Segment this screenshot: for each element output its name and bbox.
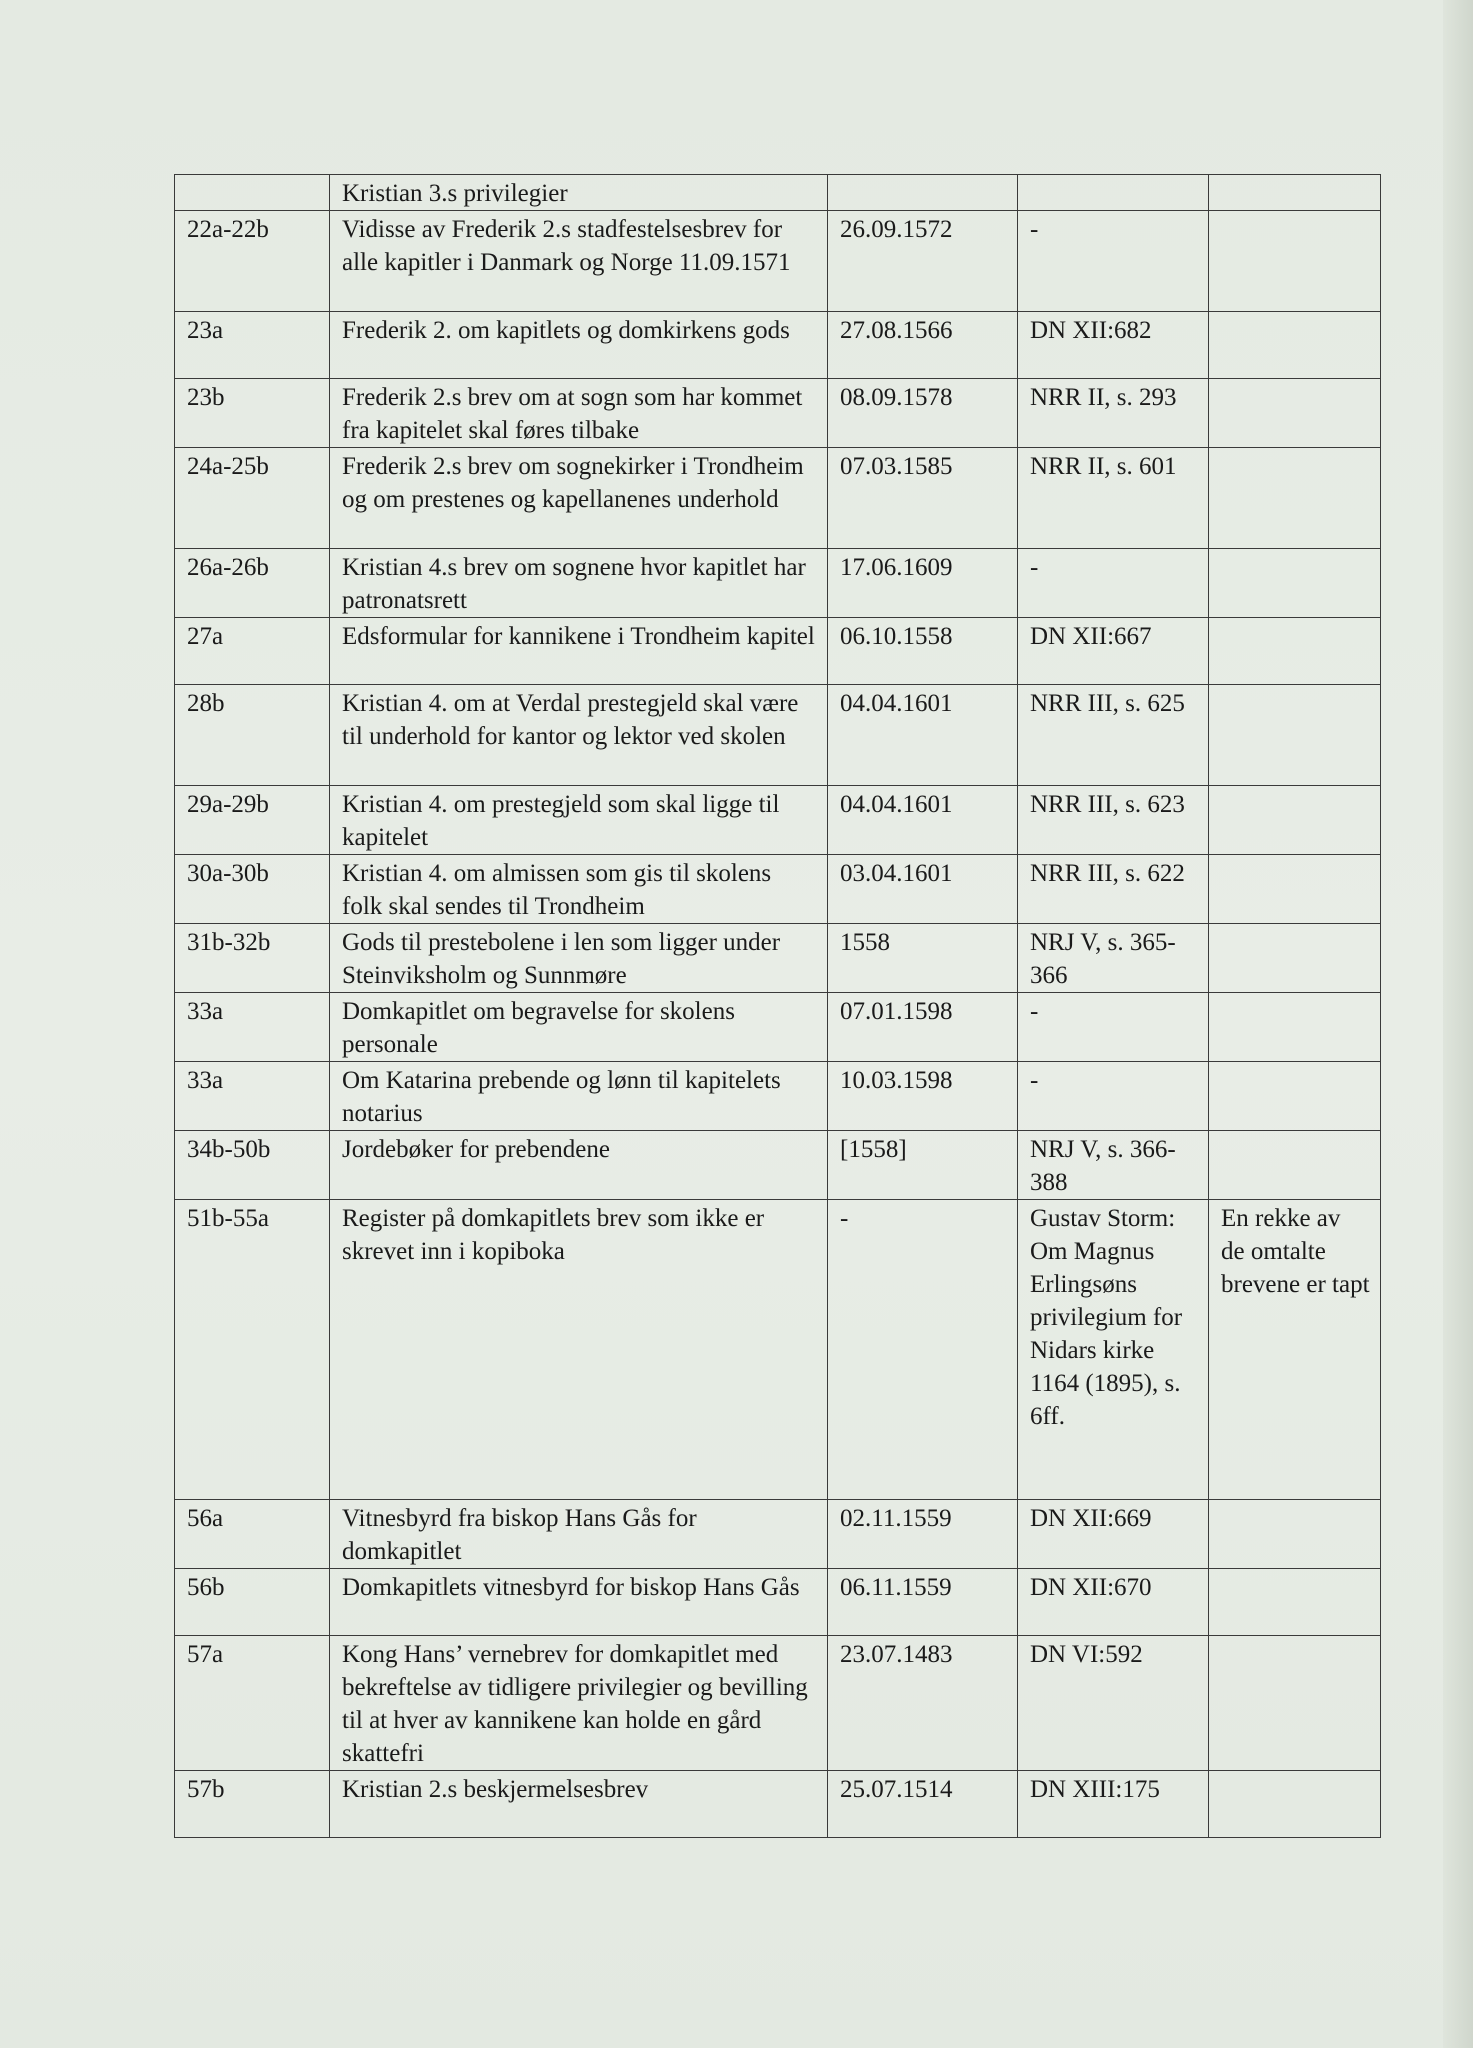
cell-text: Kong Hans’ vernebrev for domkapitlet med bekreftelse av tidligere privilegier og bevilling til at hver av kannikene kan holde en gård skattefri xyxy=(330,1636,828,1771)
cell-note xyxy=(1209,1569,1381,1636)
table-row xyxy=(175,993,1381,1062)
table-row xyxy=(175,618,1381,685)
cell-reference: DN XIII:175 xyxy=(1018,1771,1209,1838)
cell-date: 07.01.1598 xyxy=(828,993,1018,1062)
cell-reference: DN VI:592 xyxy=(1018,1636,1209,1771)
cell-note xyxy=(1209,618,1381,685)
cell-reference: - xyxy=(1018,211,1209,312)
cell-date: 07.03.1585 xyxy=(828,448,1018,549)
cell-text: Frederik 2. om kapitlets og domkirkens gods xyxy=(330,312,828,379)
cell-date xyxy=(828,175,1018,211)
cell-reference: NRR II, s. 293 xyxy=(1018,379,1209,448)
cell-date: 04.04.1601 xyxy=(828,786,1018,855)
cell-reference: NRJ V, s. 366-388 xyxy=(1018,1131,1209,1200)
cell-folio: 27a xyxy=(175,618,330,685)
cell-folio: 29a-29b xyxy=(175,786,330,855)
cell-note xyxy=(1209,1636,1381,1771)
cell-date: 06.10.1558 xyxy=(828,618,1018,685)
cell-folio: 23a xyxy=(175,312,330,379)
cell-folio: 34b-50b xyxy=(175,1131,330,1200)
cell-note xyxy=(1209,786,1381,855)
cell-text: Kristian 2.s beskjermelsesbrev xyxy=(330,1771,828,1838)
cell-note xyxy=(1209,1771,1381,1838)
cell-note xyxy=(1209,448,1381,549)
cell-date: 10.03.1598 xyxy=(828,1062,1018,1131)
cell-note: En rekke av de omtalte brevene er tapt xyxy=(1209,1200,1381,1500)
cell-folio xyxy=(175,175,330,211)
cell-reference: DN XII:682 xyxy=(1018,312,1209,379)
cell-text: Vitnesbyrd fra biskop Hans Gås for domkapitlet xyxy=(330,1500,828,1569)
cell-folio: 31b-32b xyxy=(175,924,330,993)
cell-folio: 57a xyxy=(175,1636,330,1771)
table-row xyxy=(175,312,1381,379)
cell-folio: 56b xyxy=(175,1569,330,1636)
cell-note xyxy=(1209,924,1381,993)
table-row xyxy=(175,855,1381,924)
cell-note xyxy=(1209,379,1381,448)
cell-reference: Gustav Storm: Om Magnus Erlingsøns privilegium for Nidars kirke 1164 (1895), s. 6ff. xyxy=(1018,1200,1209,1500)
cell-reference: NRR III, s. 623 xyxy=(1018,786,1209,855)
cell-folio: 28b xyxy=(175,685,330,786)
table-row xyxy=(175,1062,1381,1131)
cell-folio: 24a-25b xyxy=(175,448,330,549)
cell-reference: NRR II, s. 601 xyxy=(1018,448,1209,549)
table-row xyxy=(175,685,1381,786)
cell-note xyxy=(1209,1500,1381,1569)
table-row xyxy=(175,379,1381,448)
cell-folio: 57b xyxy=(175,1771,330,1838)
cell-date: [1558] xyxy=(828,1131,1018,1200)
cell-note xyxy=(1209,549,1381,618)
cell-folio: 33a xyxy=(175,1062,330,1131)
cell-text: Kristian 4.s brev om sognene hvor kapitlet har patronatsrett xyxy=(330,549,828,618)
cell-reference: NRR III, s. 625 xyxy=(1018,685,1209,786)
cell-date: 1558 xyxy=(828,924,1018,993)
cell-date: 26.09.1572 xyxy=(828,211,1018,312)
table-row xyxy=(175,1200,1381,1500)
cell-note xyxy=(1209,312,1381,379)
cell-reference xyxy=(1018,175,1209,211)
cell-date: 25.07.1514 xyxy=(828,1771,1018,1838)
cell-text: Domkapitlets vitnesbyrd for biskop Hans Gås xyxy=(330,1569,828,1636)
cell-text: Gods til prestebolene i len som ligger under Steinviksholm og Sunnmøre xyxy=(330,924,828,993)
cell-text: Frederik 2.s brev om sognekirker i Trondheim og om prestenes og kapellanenes underhold xyxy=(330,448,828,549)
table-header-row xyxy=(175,175,1381,211)
cell-text: Jordebøker for prebendene xyxy=(330,1131,828,1200)
cell-folio: 23b xyxy=(175,379,330,448)
table-row xyxy=(175,924,1381,993)
cell-folio: 30a-30b xyxy=(175,855,330,924)
cell-reference: - xyxy=(1018,993,1209,1062)
cell-text: Frederik 2.s brev om at sogn som har kommet fra kapitelet skal føres tilbake xyxy=(330,379,828,448)
table-row xyxy=(175,1771,1381,1838)
cell-folio: 22a-22b xyxy=(175,211,330,312)
table-row xyxy=(175,1636,1381,1771)
table-row xyxy=(175,549,1381,618)
table-row xyxy=(175,211,1381,312)
cell-date: 08.09.1578 xyxy=(828,379,1018,448)
page-edge xyxy=(1443,0,1473,2048)
table-row xyxy=(175,1569,1381,1636)
cell-note xyxy=(1209,1062,1381,1131)
cell-date: 03.04.1601 xyxy=(828,855,1018,924)
cell-note xyxy=(1209,685,1381,786)
cell-text: Kristian 4. om prestegjeld som skal ligge til kapitelet xyxy=(330,786,828,855)
cell-reference: DN XII:667 xyxy=(1018,618,1209,685)
cell-text: Register på domkapitlets brev som ikke er skrevet inn i kopiboka xyxy=(330,1200,828,1500)
cell-note xyxy=(1209,211,1381,312)
cell-date: 27.08.1566 xyxy=(828,312,1018,379)
cell-folio: 51b-55a xyxy=(175,1200,330,1500)
cell-reference: DN XII:669 xyxy=(1018,1500,1209,1569)
cell-note xyxy=(1209,855,1381,924)
cell-text: Kristian 4. om at Verdal prestegjeld skal være til underhold for kantor og lektor ved skolen xyxy=(330,685,828,786)
records-table xyxy=(174,174,1381,1838)
cell-text: Om Katarina prebende og lønn til kapitelets notarius xyxy=(330,1062,828,1131)
cell-date: 17.06.1609 xyxy=(828,549,1018,618)
cell-date: 23.07.1483 xyxy=(828,1636,1018,1771)
cell-reference: - xyxy=(1018,549,1209,618)
cell-text: Kristian 3.s privilegier xyxy=(330,175,828,211)
cell-note xyxy=(1209,175,1381,211)
cell-date: - xyxy=(828,1200,1018,1500)
table-row xyxy=(175,448,1381,549)
cell-text: Domkapitlet om begravelse for skolens personale xyxy=(330,993,828,1062)
table-row xyxy=(175,786,1381,855)
table-row xyxy=(175,1131,1381,1200)
cell-reference: NRR III, s. 622 xyxy=(1018,855,1209,924)
cell-folio: 56a xyxy=(175,1500,330,1569)
cell-reference: - xyxy=(1018,1062,1209,1131)
cell-text: Vidisse av Frederik 2.s stadfestelsesbrev for alle kapitler i Danmark og Norge 11.09.1571 xyxy=(330,211,828,312)
cell-text: Kristian 4. om almissen som gis til skolens folk skal sendes til Trondheim xyxy=(330,855,828,924)
cell-folio: 26a-26b xyxy=(175,549,330,618)
cell-reference: NRJ V, s. 365-366 xyxy=(1018,924,1209,993)
cell-text: Edsformular for kannikene i Trondheim kapitel xyxy=(330,618,828,685)
cell-note xyxy=(1209,993,1381,1062)
cell-date: 04.04.1601 xyxy=(828,685,1018,786)
cell-note xyxy=(1209,1131,1381,1200)
table-row xyxy=(175,1500,1381,1569)
cell-reference: DN XII:670 xyxy=(1018,1569,1209,1636)
cell-date: 06.11.1559 xyxy=(828,1569,1018,1636)
cell-folio: 33a xyxy=(175,993,330,1062)
cell-date: 02.11.1559 xyxy=(828,1500,1018,1569)
